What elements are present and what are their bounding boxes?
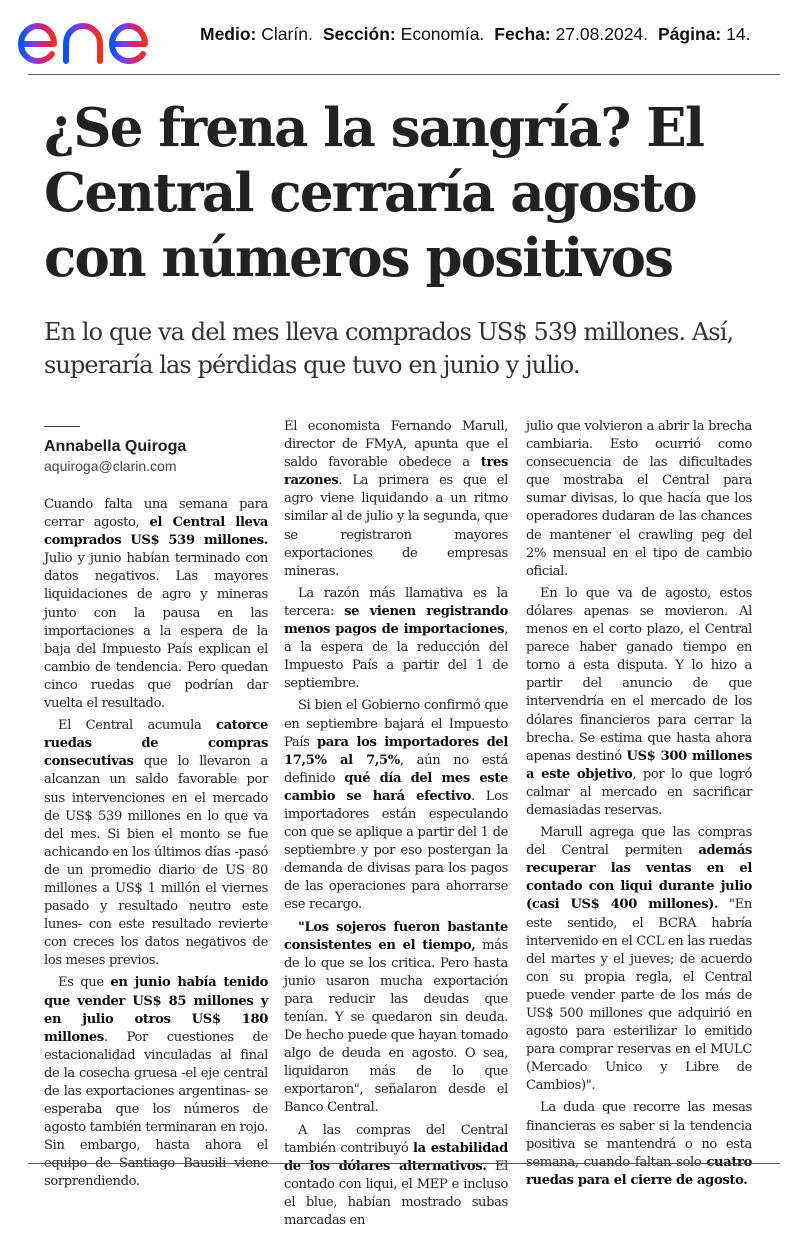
paragraph-emphasis: qué día del mes este cambio se hará efectivo	[284, 770, 509, 804]
paragraph-text: Es que	[58, 975, 111, 991]
article-column-3	[526, 418, 752, 1194]
paragraph-emphasis: el Central lleva comprados US$ 539 millones.	[44, 515, 268, 549]
paragraph-emphasis: tres razones	[284, 455, 508, 489]
paragraph-emphasis: se vienen registrando menos pagos de importaciones	[284, 603, 508, 638]
article-paragraph	[526, 1099, 752, 1189]
paragraph-text: julio que volvieron a abrir la brecha cambiaria. Esto ocurrió como consecuencia de las dificultades que mostraba el Central para sumar divisas, lo que hacía que los operadores dudaran de las chances de mantener el crawling peg del 2% mensual en el tipo de cambio oficial.	[526, 419, 752, 579]
article-paragraph	[284, 418, 508, 581]
footer-divider	[28, 1163, 780, 1164]
paragraph-emphasis: la estabilidad de los dólares alternativos.	[284, 1140, 508, 1174]
author-name: Annabella Quiroga	[44, 438, 187, 455]
paragraph-emphasis: catorce ruedas de compras consecutivas	[44, 718, 268, 770]
enel-logo-graphic	[16, 6, 184, 70]
article-paragraph	[44, 717, 268, 970]
paragraph-text: El economista Fernando Marull, director de FMyA, apunta que el saldo favorable obedece a	[284, 419, 508, 471]
paragraph-text: Julio y junio habían terminado con datos negativos. Las mayores liquidaciones de agro y mineras junto con la pausa en las importaciones a la espera de la baja del Impuesto País explican el cambio de tendencia. Pero quedan cinco ruedas que podrían dar vuelta el resultado.	[44, 551, 268, 712]
paragraph-emphasis: "Los sojeros fueron bastante consistentes en el tiempo,	[284, 919, 508, 953]
medio-label: Medio:	[200, 24, 257, 44]
article-paragraph	[284, 919, 508, 1118]
paragraph-text: Marull agrega que las compras del Central permiten	[526, 825, 752, 859]
paragraph-emphasis: además recuperar las ventas en el contado con liqui durante julio (casi US$ 400 millones).	[526, 843, 752, 913]
clipping-header	[0, 0, 800, 80]
article-column-1	[44, 496, 268, 1196]
byline-divider	[44, 426, 80, 427]
paragraph-text: . Por cuestiones de estacionalidad vinculadas al final de la cosecha gruesa -el eje central de las exportaciones argentinas- se esperaba que los números de agosto también terminaran en rojo. Sin embargo, hasta ahora el equipo de Santiago Bausili viene sorprendiendo.	[44, 1029, 268, 1190]
paragraph-text: , por lo que logró calmar al mercado en sacrificar demasiadas reservas.	[526, 766, 752, 818]
paragraph-text: Si bien el Gobierno confirmó que en septiembre bajará el Impuesto País	[284, 698, 508, 750]
article-paragraph	[44, 974, 268, 1191]
paragraph-text: . La primera es que el agro viene liquidando a un ritmo similar al de julio y la segunda, que se registraron mayores exportaciones de empresas mineras.	[284, 473, 508, 579]
article-paragraph	[284, 585, 508, 694]
paragraph-text: La razón más llamativa es la tercera:	[284, 585, 508, 619]
author-email: aquiroga@clarin.com	[44, 458, 177, 474]
article-paragraph	[284, 1122, 508, 1231]
paragraph-text: "En este sentido, el BCRA habría intervenido en el CCL en las ruedas del martes y el jueves; de acuerdo con su propia regla, el Central puede vender parte de los más de US$ 500 millones que adquirió en agosto para esterilizar lo emitido para comprar reservas en el MULC (Mercado Unico y Libre de Cambios)".	[526, 897, 752, 1094]
clipping-meta	[200, 24, 750, 45]
paragraph-text: El Central acumula	[58, 718, 216, 734]
article-paragraph	[526, 585, 752, 820]
article-column-2	[284, 418, 508, 1234]
article-paragraph	[526, 418, 752, 581]
paragraph-emphasis: cuatro ruedas para el cierre de agosto.	[526, 1154, 752, 1188]
paragraph-text: En lo que va de agosto, estos dólares apenas se movieron. Al menos en el corto plazo, el Central parece haber ganado tiempo en torno a esta disputa. Y lo hizo a partir del anuncio de que intervendría en el mercado de los dólares financieros para cerrar la brecha. Se estima que hasta ahora apenas destinó	[526, 585, 752, 764]
paragraph-emphasis: en junio había tenido que vender US$ 85 millones y en julio otros US$ 180 millones	[44, 975, 269, 1045]
pagina-label: Página:	[658, 24, 722, 44]
paragraph-text: , a la espera de la reducción del Impuesto País a partir del 1 de septiembre.	[284, 622, 508, 692]
paragraph-text: A las compras del Central también contribuyó	[284, 1122, 508, 1156]
seccion-value: Economía.	[400, 24, 485, 44]
article-subhead: En lo que va del mes lleva comprados US$ 539 millones. Así, superaría las pérdidas que tuvo en junio y julio.	[44, 318, 734, 379]
paragraph-emphasis: para los importadores del 17,5% al 7,5%	[284, 734, 508, 768]
paragraph-text: Cuando falta una semana para cerrar agosto,	[44, 497, 268, 531]
seccion-label: Sección:	[322, 24, 396, 44]
paragraph-emphasis: US$ 300 millones a este objetivo	[526, 748, 752, 782]
paragraph-text: más de lo que se los critica. Pero hasta junio usaron mucha exportación para reducir las deudas que tenían. Y se quedaron sin deuda. De hecho puede que hayan tomado algo de deuda en agosto. O sea, liquidaron más de lo que exportaron", señalaron desde el Banco Central.	[284, 937, 508, 1116]
paragraph-text: La duda que recorre las mesas financieras es saber si la tendencia positiva se mantendrá o no esta semana, cuando faltan solo	[526, 1100, 752, 1170]
pagina-value: 14.	[726, 24, 751, 44]
paragraph-text: . Los importadores están especulando con que se aplique a partir del 1 de septiembre y por eso postergan la demanda de divisas para los pagos de las operaciones para ahorrarse ese recargo.	[284, 788, 508, 913]
article-paragraph	[526, 824, 752, 1095]
paragraph-text: El contado con liqui, el MEP e incluso el blue, habían mostrado subas marcadas en	[284, 1158, 508, 1229]
header-divider	[28, 74, 780, 75]
article-paragraph	[44, 496, 268, 713]
fecha-label: Fecha:	[494, 24, 551, 44]
fecha-value: 27.08.2024.	[555, 24, 649, 44]
paragraph-text: , aún no está definido	[284, 752, 508, 786]
article-paragraph	[284, 697, 508, 914]
medio-value: Clarín.	[261, 24, 313, 44]
paragraph-text: que lo llevaron a alcanzan un saldo favorable por sus intervenciones en el mercado de US$ 539 millones en lo que va del mes. Si bien el monto se fue achicando en los últimos días -pasó de un promedio diario de US 80 millones a US$ 1 millón el viernes pasado y resultado neutro este lunes- con este resultado revierte con creces los datos negativos de los meses previos.	[44, 754, 268, 969]
enel-logo	[16, 6, 184, 70]
article-headline: ¿Se frena la sangría? El Central cerraría agosto con números positivos	[44, 97, 704, 289]
